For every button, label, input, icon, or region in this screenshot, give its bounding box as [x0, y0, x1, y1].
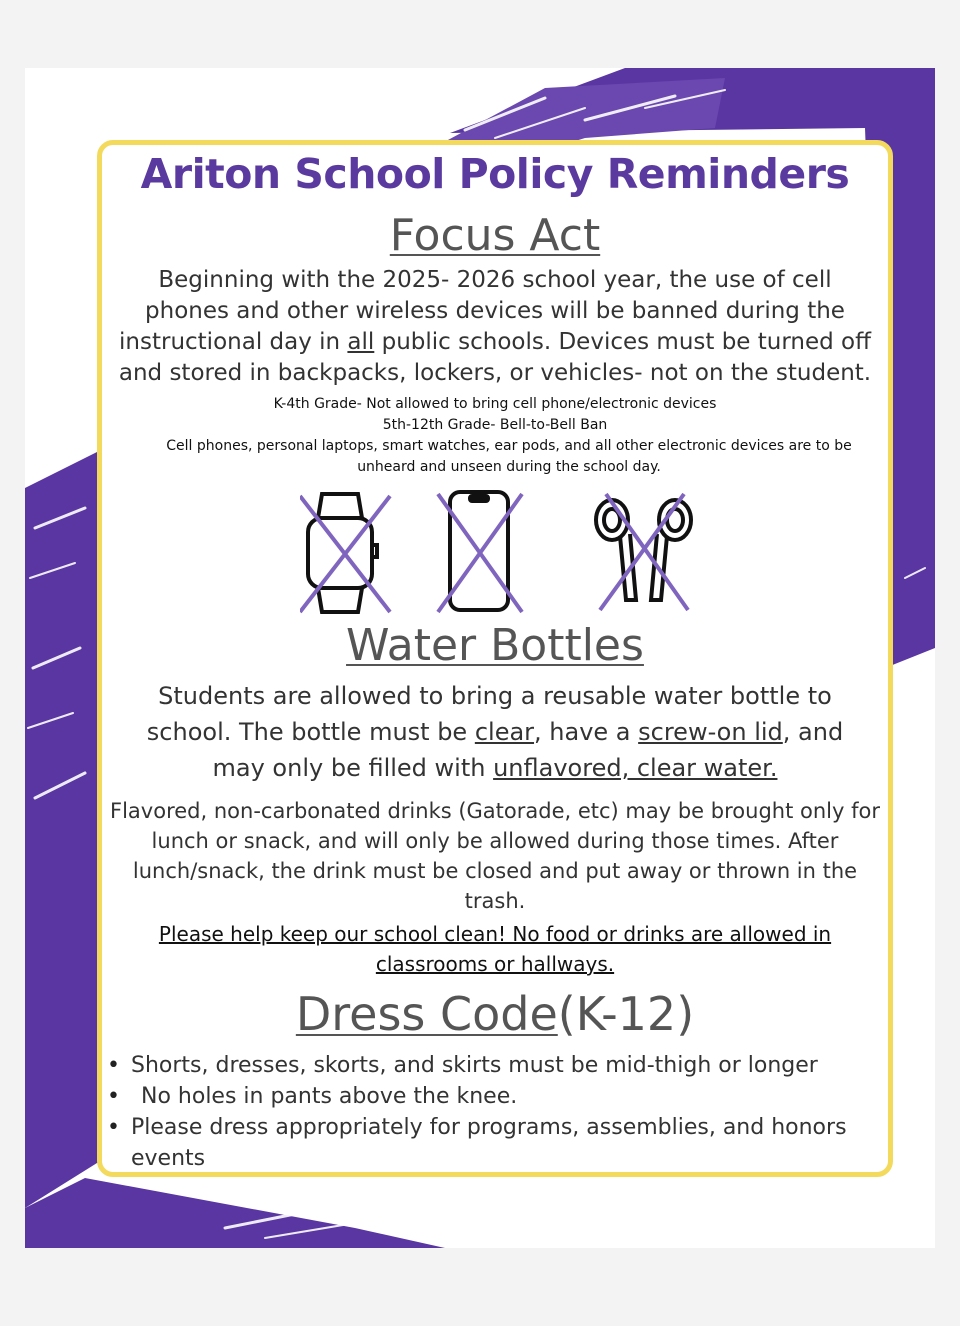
grade-rule-5-12: 5th-12th Grade- Bell-to-Bell Ban [382, 417, 608, 433]
earbuds-icon [596, 494, 691, 610]
water-bottle-rule [122, 678, 868, 786]
water-rule-part1: Students are allowed to bring a reusable water bottle to school. The bottle must be [146, 682, 832, 746]
water-rule-part3: , and may only be filled with [212, 718, 844, 782]
focus-act-text-part2: public schools. Devices must be turned off and stored in backpacks, lockers, or vehicles- not on the student. [118, 329, 872, 386]
banned-devices [300, 490, 700, 620]
dress-code-list [107, 1050, 877, 1174]
flyer-sheet [25, 68, 935, 1248]
water-rule-water: unflavored, clear water. [493, 754, 778, 782]
dress-code-grades: (K-12) [557, 987, 695, 1041]
dress-code-heading: Dress Code [295, 987, 558, 1041]
list-item: • No holes in pants above the knee. [107, 1081, 877, 1112]
page-title: Ariton School Policy Reminders [140, 150, 850, 198]
focus-act-heading-wrap [102, 210, 888, 261]
focus-act-text-part1: Beginning with the 2025- 2026 school year, the use of cell phones and other wireless devices will be banned during the instructional day in [119, 267, 845, 355]
water-rule-clear: clear [474, 718, 535, 746]
policy-panel [97, 140, 893, 1177]
list-item: • Please dress appropriately for programs, assemblies, and honors events [107, 1112, 877, 1174]
grade-rule-k4: K-4th Grade- Not allowed to bring cell phone/electronic devices [273, 396, 717, 412]
focus-act-heading: Focus Act [389, 210, 601, 261]
focus-act-emphasis: all [347, 329, 375, 355]
clean-school-notice: Please help keep our school clean! No food or drinks are allowed in classrooms or hallways. [158, 922, 832, 976]
device-note: Cell phones, personal laptops, smart watches, ear pods, and all other electronic devices are to be unheard and unseen during the school day. [166, 438, 852, 475]
water-rule-part2: , have a [534, 718, 639, 746]
focus-act-paragraph [114, 265, 876, 389]
water-rule-lid: screw-on lid [638, 718, 783, 746]
drinks-note: Flavored, non-carbonated drinks (Gatorade, etc) may be brought only for lunch or snack, and will only be allowed during those times. After lunch/snack, the drink must be closed and put away or thrown in the trash. [110, 799, 880, 913]
smartphone-icon [438, 492, 522, 612]
water-bottles-heading: Water Bottles [346, 620, 644, 671]
smartwatch-icon [300, 494, 390, 612]
dress-code-heading-wrap [102, 987, 888, 1041]
water-bottles-heading-wrap [102, 620, 888, 671]
list-item: • Shorts, dresses, skorts, and skirts must be mid-thigh or longer [107, 1050, 877, 1081]
